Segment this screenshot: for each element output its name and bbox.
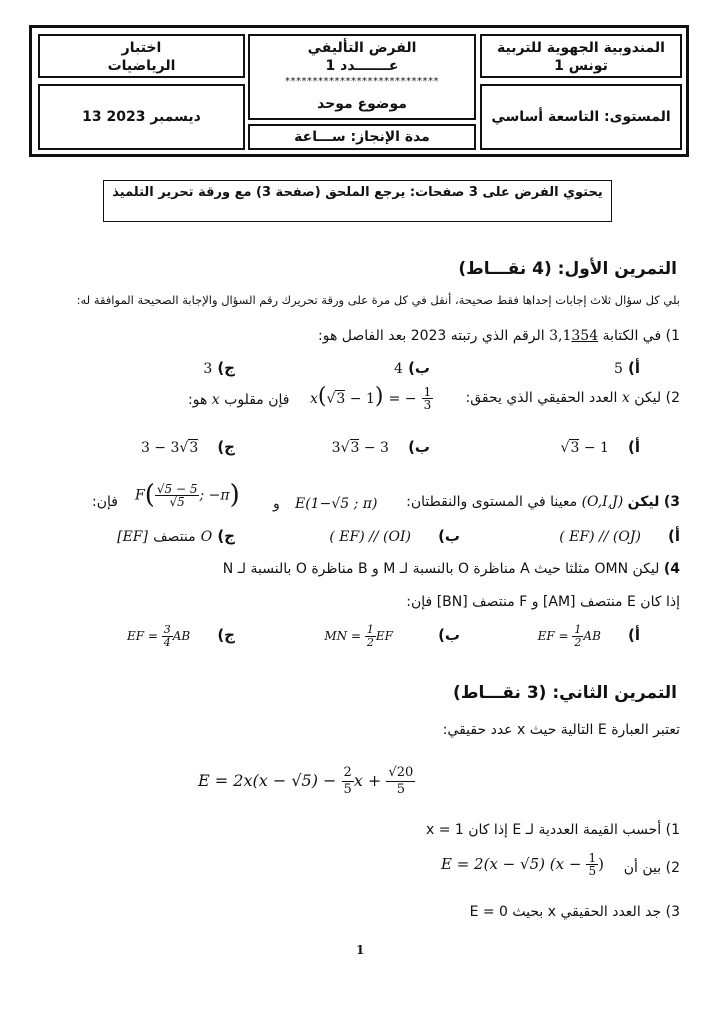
expr-f1-num: 2 xyxy=(343,765,352,780)
q2-option-a-rest: − 1 xyxy=(583,440,609,456)
q1-text-a: في الكتابة xyxy=(602,328,662,344)
exercise-1-instructions: بلي كل سؤال ثلاث إجابات إحداها فقط صحيحة، أنقل في كل مرة على ورقة تحريرك رقم السؤال والإجابة الصحيحة الموافقة له: xyxy=(76,293,680,307)
exercise-1-title: التمرين الأول: (4 نقـــاط) xyxy=(458,259,677,279)
ex2-q2 xyxy=(624,860,680,876)
q3-point-f: F( $\frac{√5 - 5}{√5}$ ; −π) xyxy=(135,480,240,510)
q3-point-f-fraction xyxy=(155,483,200,508)
page-number: 1 xyxy=(356,943,365,957)
q3-and: و xyxy=(273,496,280,512)
q1-option-a-label: أ) xyxy=(628,359,640,377)
q3-statement xyxy=(406,494,680,510)
q4-option-c-label: ج) xyxy=(217,626,235,644)
q3-text-b: معينا في المستوى والنقطتان: xyxy=(406,494,578,510)
q4-option-b-den: 2 xyxy=(366,636,374,649)
q1-option-a xyxy=(614,358,640,377)
q3-option-a-label: أ) xyxy=(668,527,680,545)
q4-line-1 xyxy=(223,561,680,577)
q3-point-e xyxy=(295,493,377,512)
q4-option-c-rhs: AB xyxy=(172,629,191,643)
q1-option-a-value: 5 xyxy=(613,361,623,377)
q4-option-b-rhs: EF xyxy=(375,629,393,643)
q2-option-c-label: ج) xyxy=(217,438,235,456)
q1-option-b xyxy=(394,358,430,377)
q2-eq-fraction xyxy=(422,386,434,411)
q2-option-b-value: 3√3 − 3 xyxy=(331,440,389,456)
ex2-q2-text: 2) بين أن xyxy=(623,860,680,876)
q4-option-a-den: 2 xyxy=(574,636,582,649)
q1-statement xyxy=(318,328,680,344)
q4-option-c-value xyxy=(126,623,191,649)
expr-lhs: E = 2x xyxy=(198,771,253,790)
q2-option-c xyxy=(141,437,235,456)
q2-equation: x(√3 − 1) = − $\frac{1}{3}$ xyxy=(310,384,432,412)
q2-eq-x: x xyxy=(310,391,318,407)
q4-option-a-lhs: EF = xyxy=(537,629,569,643)
q4-option-b xyxy=(324,624,460,649)
q2-option-a-radicand: 3 xyxy=(570,440,580,456)
q4-option-a-fraction xyxy=(572,624,583,649)
q3-option-c xyxy=(117,526,235,545)
ex2-q2-num: 1 xyxy=(588,851,597,865)
q4-option-a-label: أ) xyxy=(628,626,640,644)
q3-basis: (O,I,J) xyxy=(581,494,624,510)
q1-option-c-value: 3 xyxy=(203,361,213,377)
q3-option-c-text: منتصف xyxy=(153,529,196,545)
q2-option-a xyxy=(561,437,640,456)
q2-option-b-label: ب) xyxy=(408,438,430,456)
q2-eq-minus-one: − 1 xyxy=(349,391,375,407)
q4-option-c-fraction xyxy=(162,624,173,649)
q2-variable: x xyxy=(621,390,630,406)
q4-option-c-num: 3 xyxy=(163,623,171,636)
expr-fraction-2 xyxy=(386,765,415,798)
q2-option-c-radicand: 3 xyxy=(189,440,199,456)
ex2-q1: 1) أحسب القيمة العددية لـ E إذا كان x = 1 xyxy=(425,822,680,838)
q4-option-a-num: 1 xyxy=(574,623,582,636)
exam-title: الفرض التأليفي xyxy=(307,40,417,56)
q1-text-b: الرقم الذي رتبته 2023 بعد الفاصل هو: xyxy=(318,328,545,344)
header-subject-box xyxy=(38,34,245,78)
q1-option-c xyxy=(203,358,235,377)
expr-x: x + xyxy=(353,771,382,790)
q3-option-a xyxy=(559,526,680,545)
q4-option-c xyxy=(127,624,235,649)
exercise-2-title: التمرين الثاني: (3 نقـــاط) xyxy=(453,683,677,703)
q4-option-b-fraction xyxy=(365,624,376,649)
ex2-q2-expression xyxy=(441,852,604,877)
q2-text-a: ليكن xyxy=(634,390,662,406)
q2-text-b: العدد الحقيقي الذي يحقق: xyxy=(465,390,618,406)
expr-fraction-1 xyxy=(342,765,354,798)
q3-f-num: √5 − 5 xyxy=(156,481,198,496)
notice-text: يحتوي الفرض على 3 صفحات: يرجع الملحق (صفحة 3) مع ورقة تحرير التلميذ xyxy=(112,185,603,200)
header-region-box xyxy=(480,34,682,78)
expr-f2-den: 5 xyxy=(396,782,405,797)
class-level: المستوى: التاسعة أساسي xyxy=(491,109,671,125)
ex2-q2-expr: E = 2(x − √5) (x − xyxy=(441,855,582,873)
q2-option-a-value: √3 − 1 xyxy=(560,440,609,456)
stars-line: **************************** xyxy=(285,76,439,87)
q2-option-b-pre: 3 xyxy=(331,440,341,456)
q4-number: 4) xyxy=(663,561,680,577)
q3-f-rest: ; −π xyxy=(199,487,230,504)
q2-variable-2: x xyxy=(211,392,220,408)
expression-e xyxy=(198,765,415,798)
q3-text-a: ليكن xyxy=(627,494,660,510)
region-name: المندوبية الجهوية للتربية xyxy=(497,40,665,56)
q4-option-b-lhs: MN = xyxy=(324,629,362,643)
exam-subject-type: موضوع موحد xyxy=(317,96,407,112)
q1-decimal-plain: 3,1 xyxy=(549,328,572,344)
q2-option-b xyxy=(332,437,430,456)
q2-text-d: هو: xyxy=(188,392,208,408)
q1-option-b-label: ب) xyxy=(408,359,430,377)
q3-option-b-label: ب) xyxy=(438,527,460,545)
q4-option-b-num: 1 xyxy=(366,623,374,636)
q4-option-a-rhs: AB xyxy=(583,629,601,643)
ex2-q3: 3) جد العدد الحقيقي x بحيث E = 0 xyxy=(469,904,680,920)
header-level-box xyxy=(480,84,682,150)
exercise-2-intro: تعتبر العبارة E التالية حيث x عدد حقيقي: xyxy=(442,722,680,738)
header-duration-box xyxy=(248,124,476,150)
q3-option-c-label: ج) xyxy=(217,527,235,545)
q3-point-e-coords: E(1−√5 ; π) xyxy=(295,496,378,512)
q2-eq-den: 3 xyxy=(423,398,432,412)
header-date-box xyxy=(38,84,245,150)
q1-option-c-label: ج) xyxy=(217,359,235,377)
q2-eq-rhs: = − xyxy=(388,391,417,407)
q1-number: 1) xyxy=(665,328,680,344)
q4-option-a-value xyxy=(537,623,601,649)
exam-number: عـــــــدد 1 xyxy=(325,58,399,74)
q1-decimal-underlined: 354 xyxy=(571,328,599,344)
q2-option-b-rest: − 3 xyxy=(363,440,389,456)
q4-option-b-label: ب) xyxy=(438,626,460,644)
q2-option-c-pre: 3 − 3 xyxy=(140,440,180,456)
q3-option-c-segment: [EF] xyxy=(117,529,148,545)
q3-option-a-value: ( EF) // (OJ) xyxy=(559,529,641,545)
q2-eq-radicand: 3 xyxy=(336,391,346,407)
expr-f2-num: √20 xyxy=(388,765,414,780)
q3-number: 3) xyxy=(663,494,680,510)
q3-point-f-name: F xyxy=(135,487,145,504)
q3-option-c-var: O xyxy=(200,529,213,545)
q4-line-1-text: ليكن OMN مثلثا حيث A مناظرة O بالنسبة لـ M و B مناظرة O بالنسبة لـ N xyxy=(222,561,660,577)
q2-statement xyxy=(465,390,680,406)
q3-then: فإن: xyxy=(92,494,118,510)
q2-option-a-label: أ) xyxy=(628,438,640,456)
q3-f-den: √5 xyxy=(169,494,185,509)
q4-line-2: إذا كان E منتصف [AM] و F منتصف [BN] فإن: xyxy=(406,594,680,610)
region-city: تونس 1 xyxy=(554,58,608,74)
subject-name: الرياضيات xyxy=(107,58,176,74)
q2-text-c: فإن مقلوب xyxy=(224,392,290,408)
ex2-q2-close: ) xyxy=(598,855,604,873)
q3-option-b-value: ( EF) // (OI) xyxy=(329,529,411,545)
q4-option-a xyxy=(538,624,640,649)
q3-option-b xyxy=(329,526,460,545)
q2-eq-num: 1 xyxy=(423,385,432,399)
q2-option-c-value: 3 − 3√3 xyxy=(140,440,199,456)
expr-paren: (x − √5) xyxy=(252,771,318,790)
expr-f1-den: 5 xyxy=(343,782,352,797)
q4-option-c-den: 4 xyxy=(163,636,171,649)
q4-option-c-lhs: EF = xyxy=(126,629,158,643)
ex2-q2-fraction xyxy=(586,852,598,877)
q2-number: 2) xyxy=(665,390,680,406)
notice-box xyxy=(103,180,612,222)
header-exam-box xyxy=(248,34,476,120)
exam-type: اختبار xyxy=(121,40,162,56)
q1-option-b-value: 4 xyxy=(394,361,403,377)
ex2-q2-den: 5 xyxy=(588,864,597,878)
exam-duration: مدة الإنجاز: ســـاعة xyxy=(294,129,430,145)
q1-decimal xyxy=(549,328,598,344)
exam-date: 13 ديسمبر 2023 xyxy=(82,109,201,125)
q2-option-b-radicand: 3 xyxy=(350,440,360,456)
q2-statement-end xyxy=(188,392,289,408)
expr-minus: − xyxy=(323,771,337,790)
q4-option-b-value xyxy=(324,623,393,649)
